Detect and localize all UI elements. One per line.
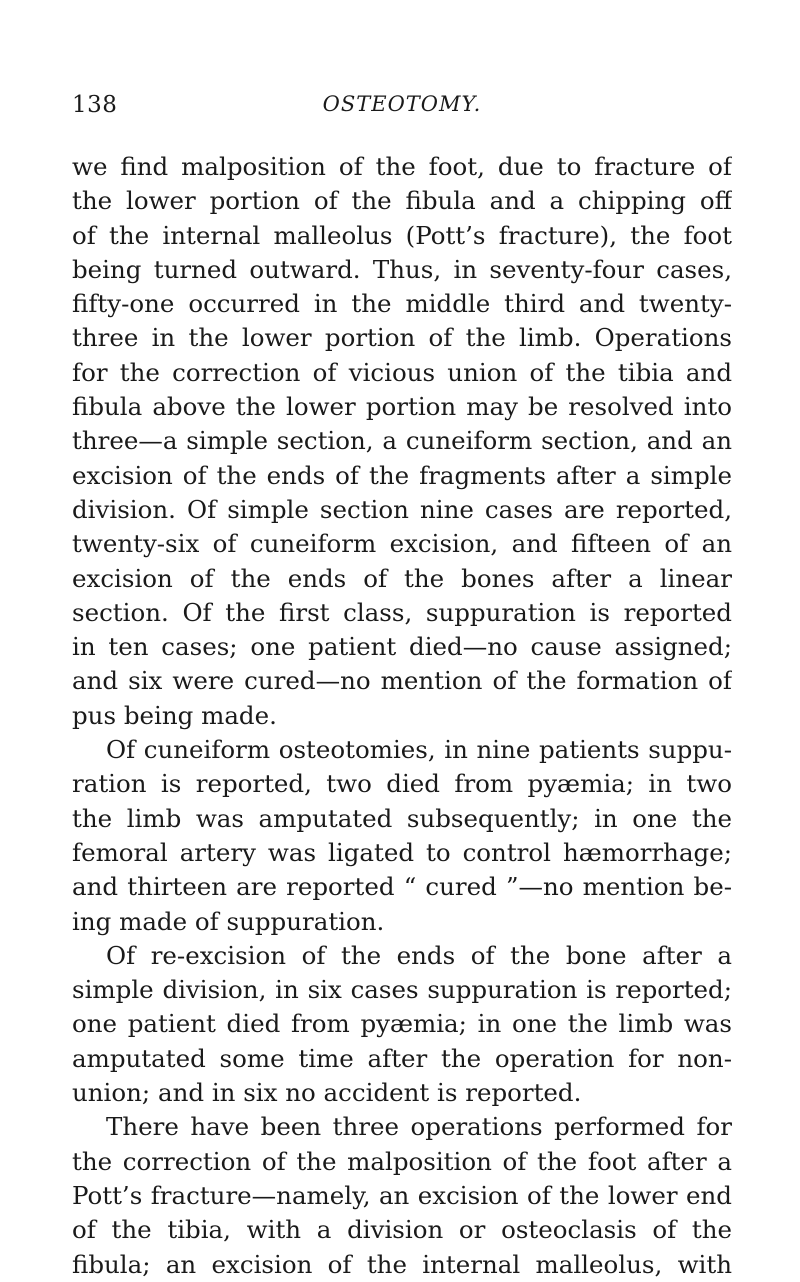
text-line: excision of the ends of the bones after a linear xyxy=(72,563,732,593)
text-line: fibula above the lower portion may be resolved into xyxy=(72,392,732,422)
text-line: of the internal malleolus (Pott’s fracture), the foot xyxy=(72,220,732,250)
text-line: femoral artery was ligated to control hæmorrhage; xyxy=(72,837,732,867)
text-line: simple division, in six cases suppuration is reported; xyxy=(72,975,732,1005)
text-line: we find malposition of the foot, due to fracture of xyxy=(72,152,732,181)
body-text xyxy=(72,150,732,1282)
page-header xyxy=(72,92,732,128)
text-line: ing made of suppuration. xyxy=(72,906,385,936)
text-line: section. Of the first class, suppuration is reported xyxy=(72,597,732,627)
text-line: ration is reported, two died from pyæmia; in two xyxy=(72,769,732,799)
text-line: excision of the ends of the fragments after a simple xyxy=(72,460,732,490)
text-line: Pott’s fracture—namely, an excision of the lower end xyxy=(72,1180,732,1210)
text-line: being turned outward. Thus, in seventy-four cases, xyxy=(72,254,732,284)
text-line: and six were cured—no mention of the formation of xyxy=(72,666,732,696)
text-line: the correction of the malposition of the foot after a xyxy=(72,1146,732,1176)
text-line: pus being made. xyxy=(72,700,277,730)
text-line: Of cuneiform osteotomies, in nine patients suppu- xyxy=(106,735,732,765)
text-line: Of re-excision of the ends of the bone after a xyxy=(106,940,732,970)
text-line: the limb was amputated subsequently; in one the xyxy=(72,803,732,833)
text-line: There have been three operations performed for xyxy=(106,1112,732,1142)
text-line: and thirteen are reported “ cured ”—no mention be- xyxy=(72,872,732,902)
text-line: three in the lower portion of the limb. Operations xyxy=(72,323,732,353)
text-line: the lower portion of the fibula and a chipping off xyxy=(72,186,732,216)
text-line: of the tibia, with a division or osteoclasis of the xyxy=(72,1215,732,1245)
text-line: amputated some time after the operation for non- xyxy=(72,1043,732,1073)
text-line: fifty-one occurred in the middle third and twenty- xyxy=(72,289,732,319)
running-head: OSTEOTOMY. xyxy=(322,92,482,116)
text-line: for the correction of vicious union of the tibia and xyxy=(72,357,732,387)
text-line: one patient died from pyæmia; in one the limb was xyxy=(72,1009,732,1039)
text-line: twenty-six of cuneiform excision, and fifteen of an xyxy=(72,529,732,559)
page-number: 138 xyxy=(72,92,118,118)
text-line: in ten cases; one patient died—no cause assigned; xyxy=(72,632,732,662)
text-line: three—a simple section, a cuneiform section, and an xyxy=(72,426,732,456)
text-line: division. Of simple section nine cases are reported, xyxy=(72,494,732,524)
text-line: union; and in six no accident is reported. xyxy=(72,1078,582,1108)
text-line: fibula; an excision of the internal malleolus, with xyxy=(72,1249,732,1279)
